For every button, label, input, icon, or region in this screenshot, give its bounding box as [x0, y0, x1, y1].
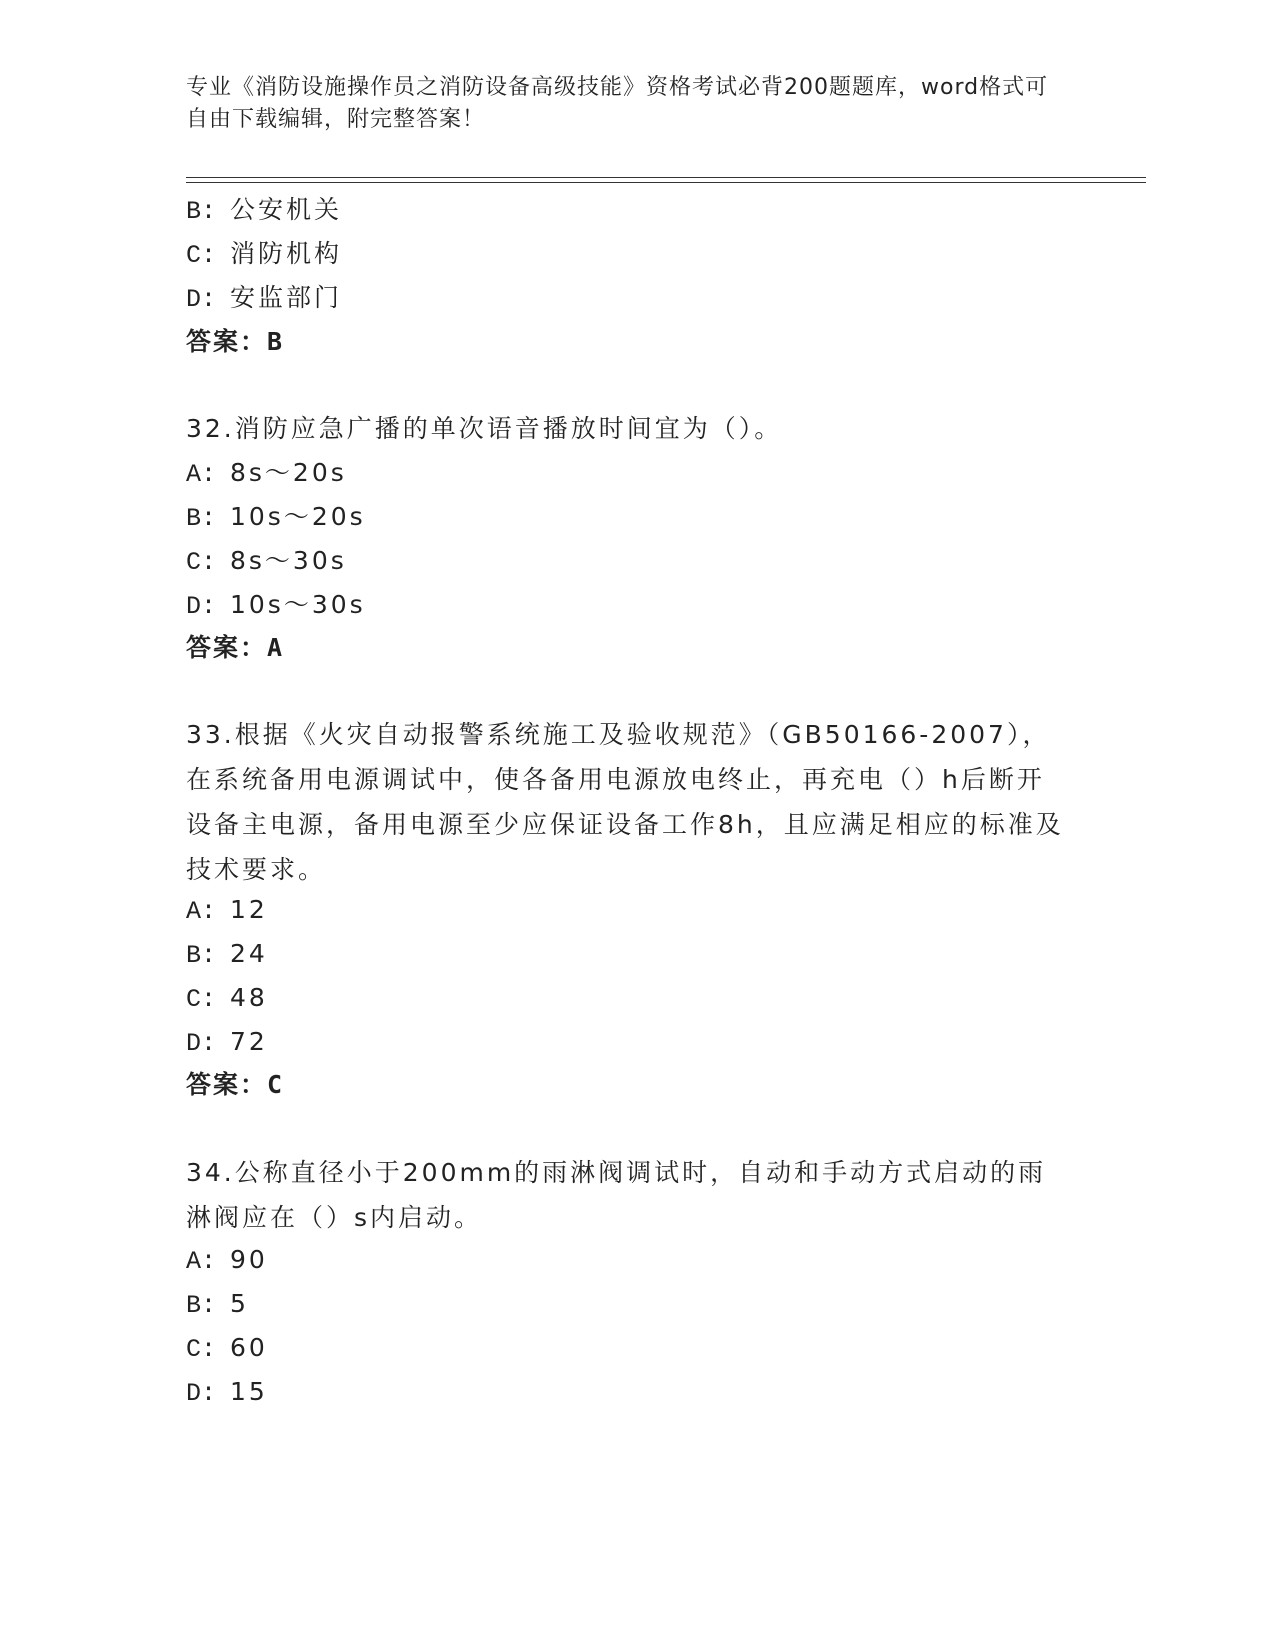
option-text: 10s～20s [230, 502, 366, 531]
option-text: 安监部门 [230, 283, 343, 312]
option-key: A: [186, 460, 217, 489]
option-key: B: [186, 197, 217, 226]
option-text: 24 [230, 939, 268, 968]
answer-label: 答案： [186, 327, 268, 356]
option-text: 60 [230, 1333, 268, 1362]
q33-option-a [186, 895, 268, 927]
q32-option-d [186, 590, 366, 622]
q33-option-b [186, 939, 268, 971]
q32-option-b [186, 502, 366, 534]
option-key: C: [186, 985, 217, 1014]
q34-question: 34.公称直径小于200mm的雨淋阀调试时，自动和手动方式启动的雨淋阀应在（）s内启动。 [186, 1158, 1047, 1232]
option-text: 8s～20s [230, 458, 347, 487]
document-header: 专业《消防设施操作员之消防设备高级技能》资格考试必背200题题库，word格式可自由下载编辑，附完整答案！ [186, 75, 1049, 132]
option-key: B: [186, 504, 217, 533]
option-key: D: [186, 1379, 217, 1408]
option-key: D: [186, 285, 217, 314]
q33-option-c [186, 983, 268, 1015]
option-text: 10s～30s [230, 590, 366, 619]
option-text: 15 [230, 1377, 268, 1406]
option-key: A: [186, 897, 217, 926]
option-key: D: [186, 1029, 217, 1058]
q34-option-d [186, 1377, 268, 1409]
q34-option-a [186, 1245, 268, 1277]
q33-question: 33.根据《火灾自动报警系统施工及验收规范》（GB50166-2007），在系统备用电源调试中，使各备用电源放电终止，再充电（）h后断开设备主电源，备用电源至少应保证设备工作8h，且应满足相应的标准及技术要求。 [186, 720, 1064, 884]
q33-answer [186, 1070, 284, 1100]
header-divider-top [186, 177, 1146, 178]
q34-option-c [186, 1333, 268, 1365]
q33-option-d [186, 1027, 268, 1059]
q31-option-d [186, 283, 342, 315]
option-text: 消防机构 [230, 239, 343, 268]
q32-question: 32.消防应急广播的单次语音播放时间宜为（）。 [186, 414, 783, 443]
answer-label: 答案： [186, 1070, 268, 1099]
option-key: C: [186, 548, 217, 577]
q32-option-c [186, 546, 347, 578]
option-text: 90 [230, 1245, 268, 1274]
option-key: C: [186, 1335, 217, 1364]
q34-option-b [186, 1289, 249, 1321]
option-key: C: [186, 241, 217, 270]
q32-option-a [186, 458, 347, 490]
answer-value: B [267, 327, 285, 356]
q31-option-c [186, 239, 342, 271]
option-key: D: [186, 592, 217, 621]
option-text: 公安机关 [230, 195, 343, 224]
option-text: 8s～30s [230, 546, 347, 575]
option-text: 12 [230, 895, 268, 924]
answer-value: A [267, 633, 285, 662]
answer-label: 答案： [186, 633, 268, 662]
option-key: A: [186, 1247, 217, 1276]
option-text: 5 [230, 1289, 249, 1318]
answer-value: C [267, 1070, 285, 1099]
option-key: B: [186, 1291, 217, 1320]
q31-answer [186, 327, 284, 357]
option-key: B: [186, 941, 217, 970]
option-text: 48 [230, 983, 268, 1012]
q31-option-b [186, 195, 342, 227]
header-divider-bottom [186, 182, 1146, 183]
option-text: 72 [230, 1027, 268, 1056]
q32-answer [186, 633, 284, 663]
